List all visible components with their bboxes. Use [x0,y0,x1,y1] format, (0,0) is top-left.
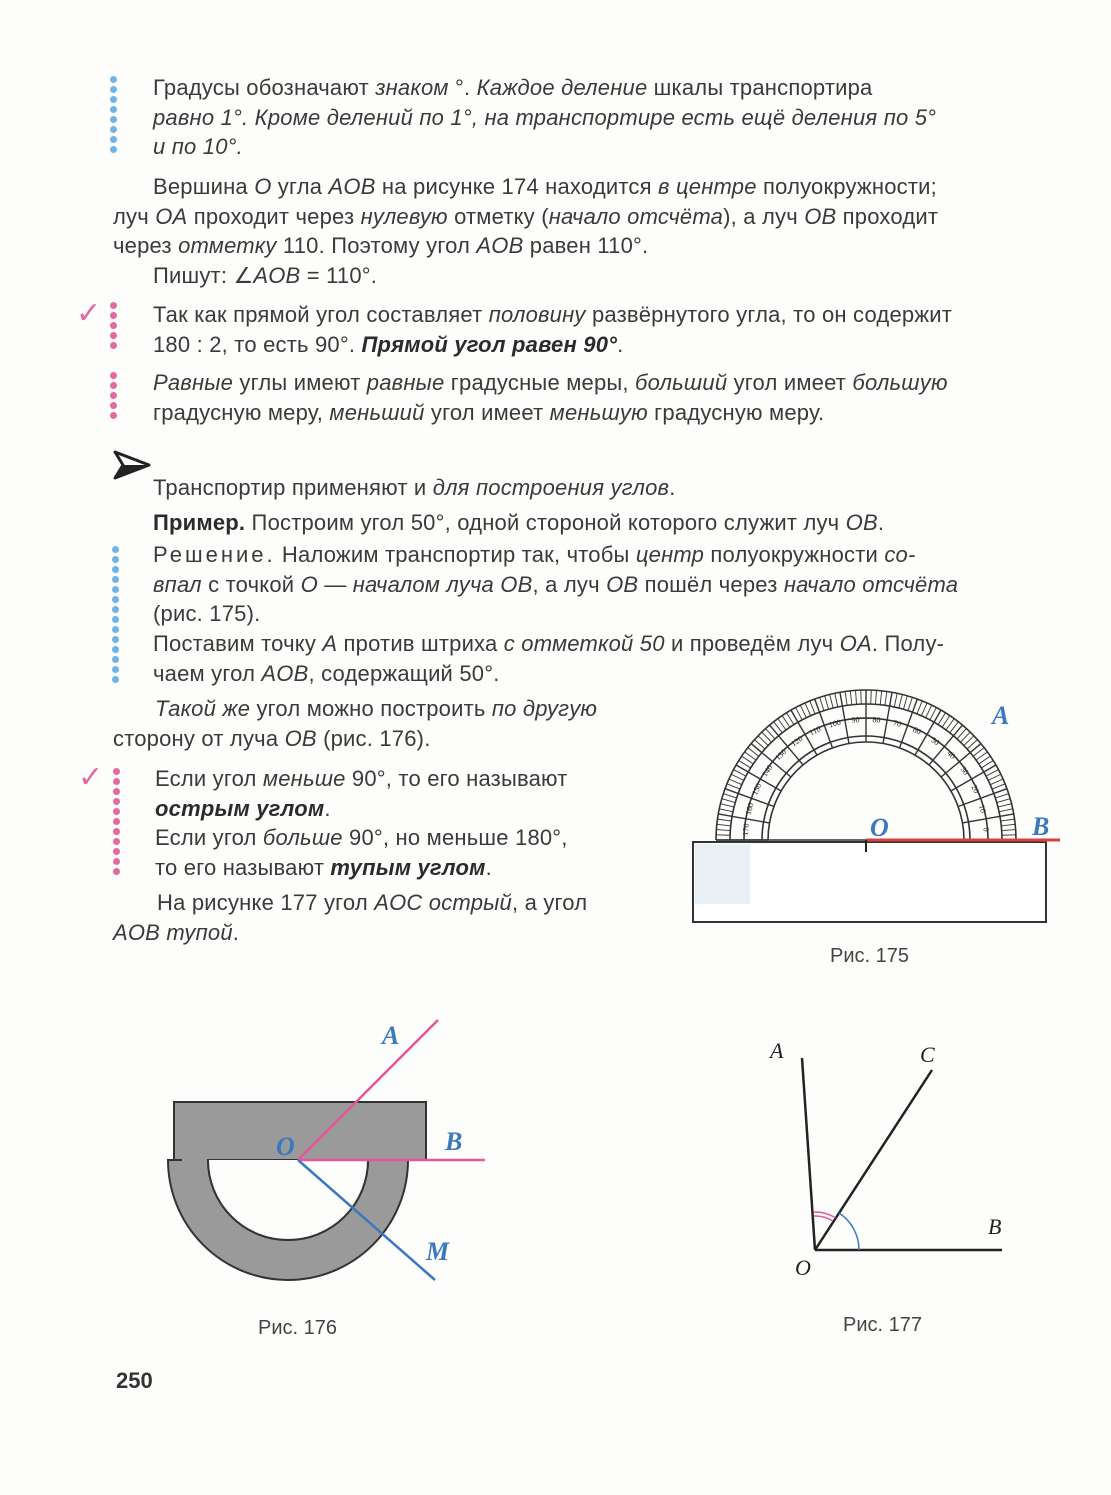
scale-tick [722,799,735,803]
paragraph-equal-angles: Равные углы имеют равные градусные меры, больший угол имеет большую градусную меру, меньший угол имеет меньшую градусную меру. [153,370,948,425]
scale-tick [963,814,1014,823]
scale-tick [930,708,937,720]
label-A: A [992,701,1010,730]
caption-fig176: Рис. 176 [258,1317,337,1339]
label-O: O [870,813,889,842]
scale-tick [995,794,1008,798]
scale-tick [810,701,815,714]
scale-label: 150 [750,781,764,797]
scale-tick [926,705,932,718]
paragraph-right-angle: Так как прямой угол составляет половину развёрнутого угла, то он содержит 180 : 2, то есть 90°. Прямой угол равен 90°. [153,302,953,357]
paragraph-notation: Пишут: ∠AOB = 110°. [153,263,378,288]
scale-tick [718,814,769,823]
scale-tick [917,701,922,714]
label-O: O [795,1255,811,1280]
label-B: B [445,1127,463,1156]
scale-label: 110 [807,724,823,738]
paragraph-acute: Если угол меньше 90°, то его называют острым углом. [155,766,568,821]
label-A: A [382,1021,400,1050]
ray-OC [815,1070,932,1250]
margin-dots [110,302,118,352]
scale-tick [899,694,902,708]
scale-tick [856,690,857,704]
check-mark-icon: ✓ [76,296,102,331]
scale-tick [719,809,733,812]
scale-tick [720,804,734,807]
label-M: M [426,1237,450,1266]
paragraph-fig177-ref: На рисунке 177 угол AOC острый, а угол AOB тупой. [113,890,588,945]
scale-tick [880,691,881,705]
scale-tick [885,691,887,705]
scale-tick [850,691,851,705]
scale-label: 80 [872,715,881,725]
paragraph-construction: Транспортир применяют и для построения углов. [153,475,676,500]
paragraph-vertex: Вершина O угла AOB на рисунке 174 находится в центре полуокружности; луч OA проходит через нулевую отметку (начало отсчёта), а луч OB проходит через отметку 110. Поэтому угол AOB равен 110°. [113,174,939,258]
figure-176 [160,1010,500,1300]
check-mark-icon: ✓ [78,760,104,795]
figure-175-protractor [680,680,1080,940]
scale-tick [1001,824,1015,825]
scale-tick [894,693,897,707]
figure-177 [760,1030,1020,1290]
scale-label: 0 [981,827,991,832]
scale-tick [990,779,1003,785]
scale-label: 30 [958,765,971,777]
caption-fig175: Рис. 175 [830,945,909,967]
scale-tick [717,824,731,825]
scale-label: 90 [851,715,860,725]
scale-tick [1002,830,1016,831]
label-A: A [770,1038,784,1063]
scale-label: 160 [743,801,756,816]
scale-label: 130 [773,747,789,763]
paragraph-solution: Решение. Наложим транспортир так, чтобы центр полуокружности со- впал с точкой O — началом луча OB, а луч OB пошёл через начало отсчёта (рис. 175). [153,542,959,626]
label-C: C [920,1042,935,1067]
arc-AOC [814,1216,833,1221]
paragraph-place-point: Поставим точку A против штриха с отметкой 50 и проведём луч OA. Полу- чаем угол AOB, содержащий 50°. [153,631,945,686]
caption-fig177: Рис. 177 [843,1314,922,1336]
scale-tick [835,693,838,707]
margin-dots [110,76,118,156]
scale-tick [992,784,1005,789]
margin-dots [113,768,121,878]
label-O: O [276,1132,295,1161]
scale-tick [820,697,824,710]
scale-tick [805,703,811,716]
margin-dots [112,546,120,686]
scale-tick [1001,819,1015,821]
scale-label: 170 [740,823,751,836]
scale-label: 60 [911,725,923,737]
scale-label: 50 [929,735,941,748]
scale-tick [830,694,833,708]
scale-tick [908,697,912,710]
label-B: B [988,1214,1002,1239]
scale-tick [723,794,736,798]
scale-label: 20 [969,783,981,795]
scale-tick [729,779,742,785]
scale-tick [800,705,806,718]
page-number: 250 [116,1368,153,1393]
margin-dots [110,372,118,422]
scale-label: 70 [892,718,903,729]
paragraph-degrees: Градусы обозначают знаком °. Каждое деление шкалы транспортира равно 1°. Кроме делений по 1°, на транспортире есть ещё деления по 5° и по 10°. [153,75,937,159]
scale-tick [998,804,1012,807]
scale-tick [997,799,1010,803]
scale-label: 40 [945,748,958,761]
ray-OA [802,1058,815,1250]
scale-tick [921,703,927,716]
protractor-scale [716,690,1016,840]
scale-tick [840,692,849,743]
scale-tick [986,770,998,777]
label-B: B [1032,812,1050,841]
scale-tick [796,708,803,720]
scale-tick [727,784,740,789]
scale-tick [825,696,829,709]
arrow-marker-icon [113,448,151,482]
scale-tick [999,809,1013,812]
scale-tick [717,819,731,821]
scale-tick [845,691,847,705]
paragraph-obtuse: Если угол больше 90°, но меньше 180°, то его называют тупым углом. [155,825,568,880]
scale-label: 120 [789,734,805,749]
arc-COB [839,1213,859,1250]
scale-tick [731,774,744,780]
scale-tick [716,830,730,831]
scale-tick [903,696,907,709]
scale-label: 10 [977,803,988,814]
scale-tick [734,770,746,777]
paragraph-other-side: Такой же угол можно построить по другую сторону от луча OB (рис. 176). [113,696,598,751]
scale-tick [988,774,1001,780]
scale-label: 100 [827,717,842,730]
paragraph-example: Пример. Построим угол 50°, одной стороной которого служит луч OB. [153,510,885,535]
scale-label: 140 [760,763,775,779]
scale-tick [883,692,892,743]
scale-tick [875,690,876,704]
